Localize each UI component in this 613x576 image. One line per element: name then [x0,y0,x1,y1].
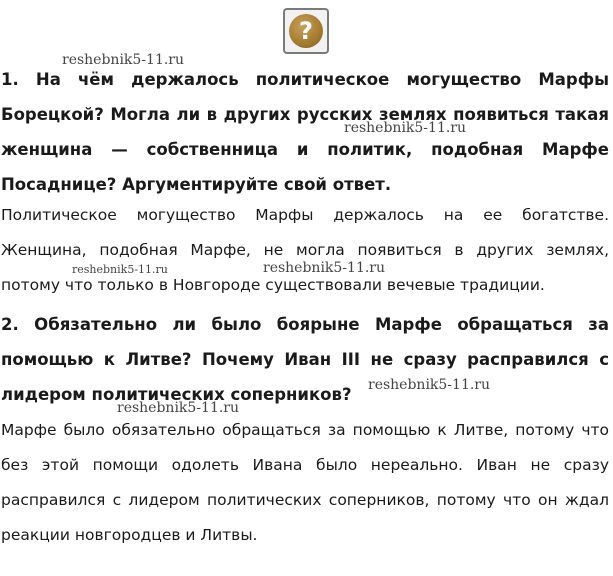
watermark: reshebnik5-11.ru [117,400,240,416]
answer-2: Марфе было обязательно обращаться за помощью к Литве, потому что без этой помощи одолеть Ивана было нереально. Иван не сразу расправился с лидером политических соперников, потому что он ждал реакции новгородцев и Литвы. [1,421,609,544]
question-mark-icon: ? [289,14,323,48]
watermark: reshebnik5-11.ru [62,52,185,68]
help-icon-box [283,8,329,54]
answer-1: Политическое могущество Марфы держалось на ее богатстве. Женщина, подобная Марфе, не могла появиться в других землях, потому что только в Новгороде существовали вечевые традиции. [1,206,609,294]
question-1: 1. На чём держалось политическое могущество Марфы Борецкой? Могла ли в других русских землях появиться такая женщина — собственница и политик, подобная Марфе Посаднице? Аргументируйте свой ответ. [1,70,609,194]
watermark: reshebnik5-11.ru [72,263,168,276]
watermark: reshebnik5-11.ru [368,377,491,393]
watermark: reshebnik5-11.ru [263,260,386,276]
question-2: 2. Обязательно ли было боярыне Марфе обращаться за помощью к Литве? Почему Иван III не сразу расправился с лидером политических соперников? [1,315,609,404]
watermark: reshebnik5-11.ru [344,120,467,136]
